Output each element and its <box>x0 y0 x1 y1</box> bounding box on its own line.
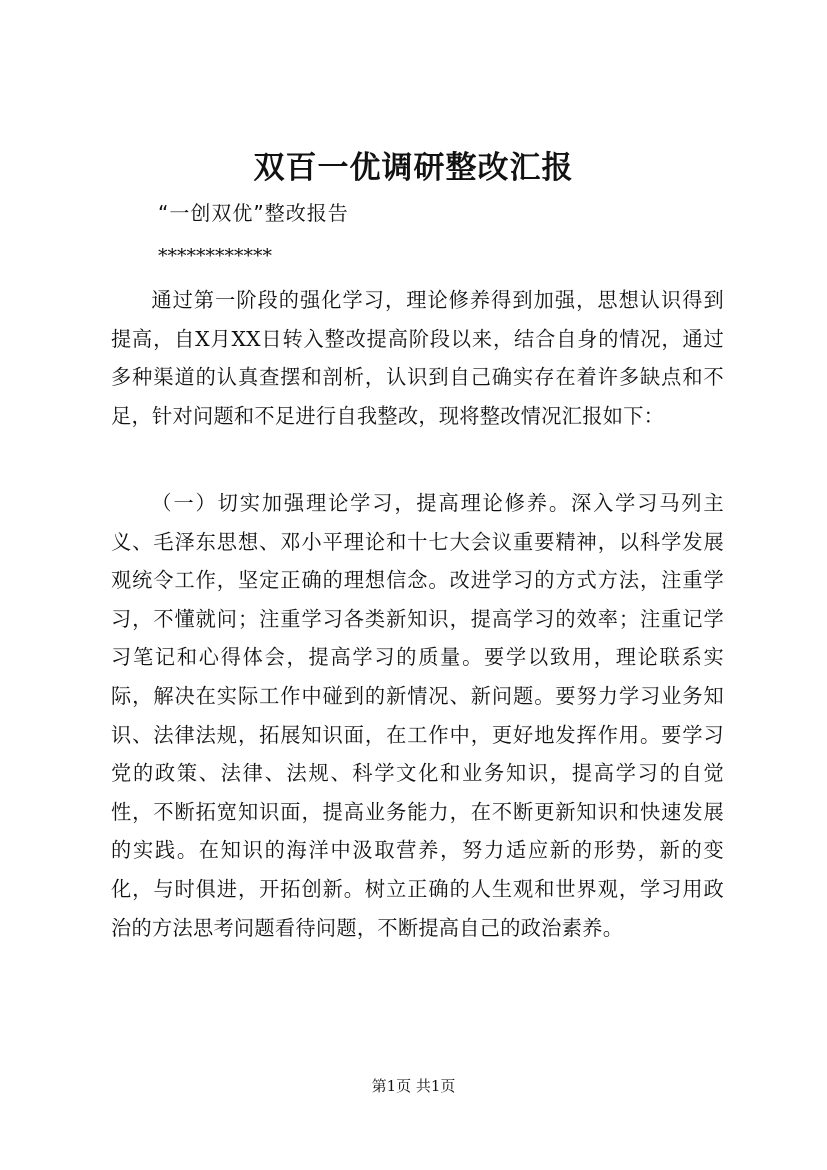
document-title: 双百一优调研整改汇报 <box>253 150 574 186</box>
separator-line: ************ <box>158 245 272 267</box>
intro-paragraph: 通过第一阶段的强化学习，理论修养得到加强，思想认识得到提高，自X月XX日转入整改提高阶段以来，结合自身的情况，通过多种渠道的认真查摆和剖析，认识到自己确实存在着许多缺点和不足，针对问题和不足进行自我整改，现将整改情况汇报如下： <box>111 288 724 428</box>
document-subtitle: “一创双优”整改报告 <box>158 201 349 225</box>
page-footer: 第1页 共1页 <box>371 1077 456 1095</box>
section-one-paragraph: （一）切实加强理论学习，提高理论修养。深入学习马列主义、毛泽东思想、邓小平理论和十七大会议重要精神，以科学发展观统令工作，坚定正确的理想信念。改进学习的方式方法，注重学习，不懂就问；注重学习各类新知识，提高学习的效率；注重记学习笔记和心得体会，提高学习的质量。要学以致用，理论联系实际，解决在实际工作中碰到的新情况、新问题。要努力学习业务知识、法律法规，拓展知识面，在工作中，更好地发挥作用。要学习党的政策、法律、法规、科学文化和业务知识，提高学习的自觉性，不断拓宽知识面，提高业务能力，在不断更新知识和快速发展的实践。在知识的海洋中汲取营养，努力适应新的形势，新的变化，与时俱进，开拓创新。树立正确的人生观和世界观，学习用政治的方法思考问题看待问题，不断提高自己的政治素养。 <box>111 491 724 940</box>
